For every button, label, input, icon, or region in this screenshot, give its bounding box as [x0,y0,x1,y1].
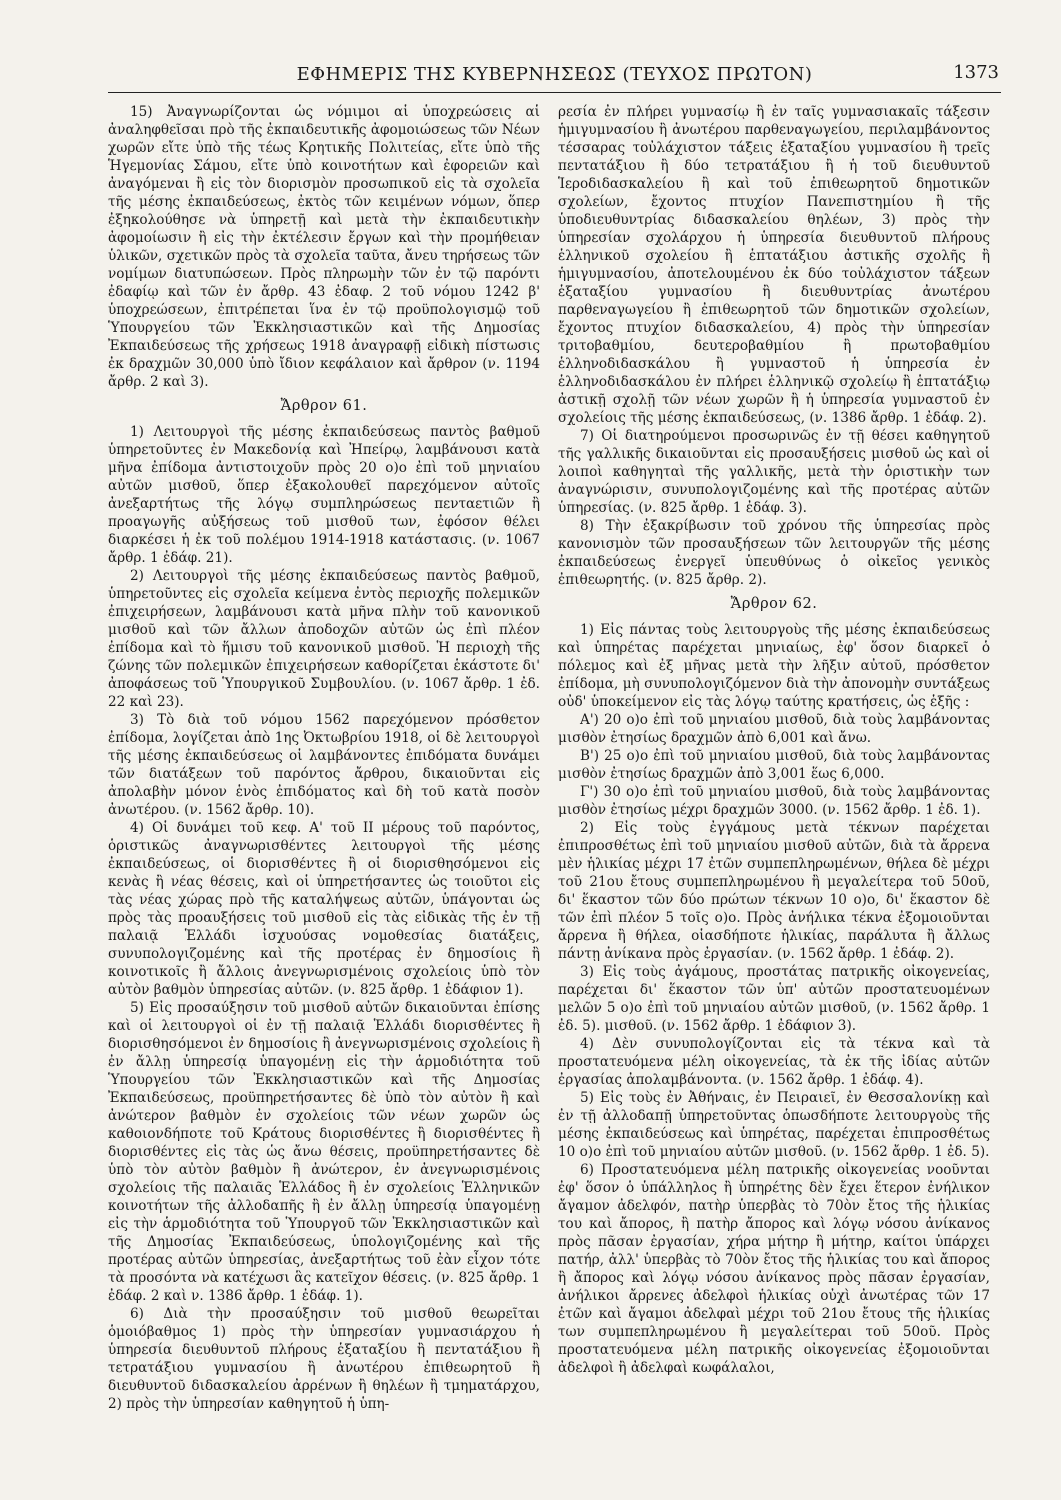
article-61-title: Ἄρθρον 61. [280,398,368,414]
paragraph-15: 15) Ἀναγνωρίζονται ὡς νόμιμοι αἱ ὑποχρεώσεις αἱ ἀναληφθεῖσαι πρὸ τῆς ἐκπαιδευτικῆς ἀφομοιώσεως τῶν Νέων χωρῶν εἴτε ὑπὸ τῆς τέως Κρητικῆς Πολιτείας, εἴτε ὑπὸ τῆς Ἡγεμονίας Σάμου, εἴτε ὑπὸ κοινοτήτων καὶ ἐφορειῶν καὶ ἀναγόμεναι ἢ εἰς τὸν διορισμὸν προσωπικοῦ εἰς τὰ σχολεῖα τῆς μέσης ἐκπαιδεύσεως, ἐκτὸς τῶν κειμένων νόμων, ὅπερ ἐξηκολούθησε νὰ ὑπηρετῇ καὶ μετὰ τὴν ἐκπαιδευτικὴν ἀφομοίωσιν ἢ εἰς τὴν ἐκτέλεσιν ἔργων καὶ τὴν προμήθειαν ὑλικῶν, σχετικῶν πρὸς τὰ σχολεῖα ταῦτα, ἄνευ τηρήσεως τῶν νομίμων διατυπώσεων. Πρὸς πληρωμὴν τῶν ἐν τῷ παρόντι ἐδαφίῳ καὶ τῶν ἐν ἄρθρ. 43 ἐδαφ. 2 τοῦ νόμου 1242 β' ὑποχρεώσεων, ἐπιτρέπεται ἵνα ἐν τῷ προϋπολογισμῷ τοῦ Ὑπουργείου τῶν Ἐκκλησιαστικῶν καὶ τῆς Δημοσίας Ἐκπαιδεύσεως τῆς χρήσεως 1918 ἀναγραφῇ εἰδικὴ πίστωσις ἐκ δραχμῶν 30,000 ὑπὸ ἴδιον κεφάλαιον καὶ ἄρθρον (ν. 1194 ἄρθρ. 2 καὶ 3). [108,104,540,390]
article-62-paragraph-2: 2) Εἰς τοὺς ἐγγάμους μετὰ τέκνων παρέχεται ἐπιπροσθέτως ἐπὶ τοῦ μηνιαίου μισθοῦ αὐτῶν, διὰ τὰ ἄρρενα μὲν ἡλικίας μέχρι 17 ἐτῶν συμπεπληρωμένων, θήλεα δὲ μέχρι τοῦ 21ου ἔτους συμπεπληρωμένου ἢ μεγαλείτερα τοῦ 50οῦ, δι' ἕκαστον τῶν δύο πρώτων τέκνων 10 ο)ο, δι' ἕκαστον δὲ τῶν ἐπὶ πλέον 5 τοῖς ο)ο. Πρὸς ἀνήλικα τέκνα ἐξομοιοῦνται ἄρρενα ἢ θήλεα, οἱασδήποτε ἡλικίας, παράλυτα ἢ ἄλλως πάντῃ ἀνίκανα πρὸς ἐργασίαν. (ν. 1562 ἄρθρ. 1 ἐδάφ. 2). [558,820,990,962]
article-61-paragraph-6: 6) Διὰ τὴν προσαύξησιν τοῦ μισθοῦ θεωρεῖται ὁμοιόβαθμος 1) πρὸς τὴν ὑπηρεσίαν γυμνασιάρχου ἡ ὑπηρεσία διευθυντοῦ πλήρους ἑξαταξίου ἢ πεντατάξιου ἢ τετρατάξιου γυμνασίου ἢ ἀνωτέρου ἐπιθεωρητοῦ ἢ διευθυντοῦ διδασκαλείου ἀρρένων ἢ θηλέων ἢ τμηματάρχου, 2) πρὸς τὴν ὑπηρεσίαν καθηγητοῦ ἡ ὑπη- [108,1306,540,1412]
article-61-paragraph-4: 4) Οἱ δυνάμει τοῦ κεφ. Α' τοῦ ΙΙ μέρους τοῦ παρόντος, ὁριστικῶς ἀναγνωρισθέντες λειτουργοὶ τῆς μέσης ἐκπαιδεύσεως, οἱ διορισθέντες ἢ οἱ διορισθησόμενοι εἰς κενὰς ἢ νέας θέσεις, καὶ οἱ ὑπηρετήσαντες ὡς τοιοῦτοι εἰς τὰς νέας χώρας πρὸ τῆς καταλήψεως αὐτῶν, ὑπάγονται ὡς πρὸς τὰς προαυξήσεις τοῦ μισθοῦ εἰς τὰς εἰδικὰς τῆς ἐν τῇ παλαιᾷ Ἑλλάδι ἰσχυούσας νομοθεσίας διατάξεις, συνυπολογιζομένης καὶ τῆς προτέρας ἐν δημοσίοις ἢ κοινοτικοῖς ἢ ἄλλοις ἀνεγνωρισμένοις σχολείοις ὑπὸ τὸν αὐτὸν βαθμὸν ὑπηρεσίας αὐτῶν. (ν. 825 ἄρθρ. 1 ἐδάφιον 1). [108,820,540,998]
article-62-title: Ἄρθρον 62. [730,596,818,612]
left-column [108,103,540,1413]
continued-paragraph: ρεσία ἐν πλήρει γυμνασίῳ ἢ ἐν ταῖς γυμνασιακαῖς τάξεσιν ἡμιγυμνασίου ἢ ἀνωτέρου παρθεναγωγείου, περιλαμβάνοντος τέσσαρας τοὐλάχιστον τάξεις ἑξαταξίου γυμνασίου ἢ τρεῖς πεντατάξιου ἢ δύο τετρατάξιου ἢ ἡ τοῦ διευθυντοῦ Ἱεροδιδασκαλείου ἢ καὶ τοῦ ἐπιθεωρητοῦ δημοτικῶν σχολείων, ἔχοντος πτυχίον Πανεπιστημίου ἢ τῆς ὑποδιευθυντρίας διδασκαλείου θηλέων, 3) πρὸς τὴν ὑπηρεσίαν σχολάρχου ἡ ὑπηρεσία διευθυντοῦ πλήρους ἑλληνικοῦ σχολείου ἢ ἑπτατάξιου ἀστικῆς σχολῆς ἢ ἡμιγυμνασίου, ἀποτελουμένου ἐκ δύο τοὐλάχιστον τάξεων ἑξαταξίου γυμνασίου ἢ διευθυντρίας ἀνωτέρου παρθεναγωγείου ἢ ἐπιθεωρητοῦ τῶν δημοτικῶν σχολείων, ἔχοντος πτυχίον διδασκαλείου, 4) πρὸς τὴν ὑπηρεσίαν τριτοβαθμίου, δευτεροβαθμίου ἢ πρωτοβαθμίου ἑλληνοδιδασκάλου ἢ γυμναστοῦ ἡ ὑπηρεσία ἐν ἑλληνοδιδασκάλου ἐν πλήρει ἑλληνικῷ σχολείῳ ἢ ἑπτατάξιῳ ἀστικῇ σχολῇ τῶν νέων χωρῶν ἢ ἡ ὑπηρεσία γυμναστοῦ ἐν σχολείοις τῆς μέσης ἐκπαιδεύσεως, (ν. 1386 ἄρθρ. 1 ἐδάφ. 2). [558,104,990,426]
article-62-paragraph-3: 3) Εἰς τοὺς ἀγάμους, προστάτας πατρικῆς οἰκογενείας, παρέχεται δι' ἕκαστον τῶν ὑπ' αὐτῶν προστατευομένων μελῶν 5 ο)ο ἐπὶ τοῦ μηνιαίου αὐτῶν μισθοῦ, (ν. 1562 ἄρθρ. 1 ἐδ. 5). μισθοῦ. (ν. 1562 ἄρθρ. 1 ἐδάφιον 3). [558,964,990,1034]
article-62-paragraph-1: 1) Εἰς πάντας τοὺς λειτουργοὺς τῆς μέσης ἐκπαιδεύσεως καὶ ὑπηρέτας παρέχεται μηνιαίως, ἐφ' ὅσον διαρκεῖ ὁ πόλεμος καὶ ἐξ μῆνας μετὰ τὴν λῆξιν αὐτοῦ, πρόσθετον ἐπίδομα, μὴ συνυπολογιζόμενον διὰ τὴν ἀπονομὴν συντάξεως οὐδ' ὑποκείμενον εἰς τὰς λόγῳ ταύτης κρατήσεις, ὡς ἑξῆς : [558,622,990,710]
article-61-paragraph-2: 2) Λειτουργοὶ τῆς μέσης ἐκπαιδεύσεως παντὸς βαθμοῦ, ὑπηρετοῦντες εἰς σχολεῖα κείμενα ἐντὸς περιοχῆς πολεμικῶν ἐπιχειρήσεων, λαμβάνουσι κατὰ μῆνα πλὴν τοῦ κανονικοῦ μισθοῦ καὶ τῶν ἄλλων ἀποδοχῶν αὐτῶν ὡς ἐπὶ πλέον ἐπίδομα καὶ τὸ ἥμισυ τοῦ κανονικοῦ μισθοῦ. Ἡ περιοχὴ τῆς ζώνης τῶν πολεμικῶν ἐπιχειρήσεων καθορίζεται ἑκάστοτε δι' ἀποφάσεως τοῦ Ὑπουργικοῦ Συμβουλίου. (ν. 1067 ἄρθρ. 1 ἐδ. 22 καὶ 23). [108,568,540,710]
article-61-paragraph-3: 3) Τὸ διὰ τοῦ νόμου 1562 παρεχόμενον πρόσθετον ἐπίδομα, λογίζεται ἀπὸ 1ης Ὀκτωβρίου 1918, οἱ δὲ λειτουργοὶ τῆς μέσης ἐκπαιδεύσεως οἱ λαμβάνοντες ἐπιδόματα δυνάμει τῶν διατάξεων τοῦ παρόντος ἄρθρου, δικαιοῦνται εἰς ἀπολαβὴν μόνον ἑνὸς ἐπιδόματος καὶ δὴ τοῦ κατὰ ποσὸν ἀνωτέρου. (ν. 1562 ἄρθρ. 10). [108,712,540,818]
text-columns [108,103,1001,1413]
article-62-item-b: Β') 25 ο)ο ἐπὶ τοῦ μηνιαίου μισθοῦ, διὰ τοὺς λαμβάνοντας μισθὸν ἐτησίως δραχμῶν ἀπὸ 3,001 ἕως 6,000. [558,748,990,782]
article-62-paragraph-6: 6) Προστατευόμενα μέλη πατρικῆς οἰκογενείας νοοῦνται ἐφ' ὅσον ὁ ὑπάλληλος ἢ ὑπηρέτης δὲν ἔχει ἕτερον ἐνήλικον ἄγαμον ἀδελφόν, πατὴρ ὑπερβὰς τὸ 70ὸν ἔτος τῆς ἡλικίας του καὶ ἄπορος, ἢ πατὴρ ἄπορος καὶ λόγῳ νόσου ἀνίκανος πρὸς πᾶσαν ἐργασίαν, χήρα μήτηρ ἢ μήτηρ, καίτοι ὑπάρχει πατήρ, ἀλλ' ὑπερβὰς τὸ 70ὸν ἔτος τῆς ἡλικίας του καὶ ἄπορος ἢ ἄπορος καὶ λόγῳ νόσου ἀνίκανος πρὸς πᾶσαν ἐργασίαν, ἀνήλικοι ἄρρενες ἀδελφοὶ ἡλικίας οὐχὶ ἀνωτέρας τῶν 17 ἐτῶν καὶ ἄγαμοι ἀδελφαὶ μέχρι τοῦ 21ου ἔτους τῆς ἡλικίας των συμπεπληρωμένου ἢ μεγαλείτεραι τοῦ 50οῦ. Πρὸς προστατευόμενα μέλη πατρικῆς οἰκογενείας ἐξομοιοῦνται ἀδελφοὶ ἢ ἀδελφαὶ κωφάλαλοι, [558,1162,990,1376]
article-62-item-g: Γ') 30 ο)ο ἐπὶ τοῦ μηνιαίου μισθοῦ, διὰ τοὺς λαμβάνοντας μισθὸν ἐτησίως μέχρι δραχμῶν 3000. (ν. 1562 ἄρθρ. 1 ἐδ. 1). [558,784,990,818]
article-61-paragraph-7: 7) Οἱ διατηρούμενοι προσωρινῶς ἐν τῇ θέσει καθηγητοῦ τῆς γαλλικῆς δικαιοῦνται εἰς προσαυξήσεις μισθοῦ ὡς καὶ οἱ λοιποὶ καθηγηταὶ τῆς γαλλικῆς, μετὰ τὴν ὁριστικὴν των ἀναγνώρισιν, συνυπολογιζομένης καὶ τῆς προτέρας αὐτῶν ὑπηρεσίας. (ν. 825 ἄρθρ. 1 ἐδάφ. 3). [558,428,990,516]
right-column [558,103,990,1413]
gazette-title: ΕΦΗΜΕΡΙΣ ΤΗΣ ΚΥΒΕΡΝΗΣΕΩΣ (ΤΕΥΧΟΣ ΠΡΩΤΟΝ) [296,64,813,85]
article-61-paragraph-1: 1) Λειτουργοὶ τῆς μέσης ἐκπαιδεύσεως παντὸς βαθμοῦ ὑπηρετοῦντες ἐν Μακεδονίᾳ καὶ Ἠπείρῳ, λαμβάνουσι κατὰ μῆνα ἐπίδομα ἀντιστοιχοῦν πρὸς 20 ο)ο ἐπὶ τοῦ μηνιαίου αὐτῶν μισθοῦ, ὅπερ ἐξακολουθεῖ παρεχόμενον αὐτοῖς ἀνεξαρτήτως τῆς λόγῳ συμπληρώσεως πενταετιῶν ἢ προαγωγῆς αὐξήσεως τοῦ μισθοῦ των, ἐφόσον θέλει διαρκέσει ἡ ἐκ τοῦ πολέμου 1914-1918 κατάστασις. (ν. 1067 ἄρθρ. 1 ἐδάφ. 21). [108,424,540,566]
page-header [108,58,1001,93]
article-62-paragraph-4: 4) Δὲν συνυπολογίζονται εἰς τὰ τέκνα καὶ τὰ προστατευόμενα μέλη οἰκογενείας, τὰ ἐκ τῆς ἰδίας αὐτῶν ἐργασίας ἀπολαμβάνοντα. (ν. 1562 ἄρθρ. 1 ἐδάφ. 4). [558,1036,990,1088]
article-62-paragraph-5: 5) Εἰς τοὺς ἐν Ἀθήναις, ἐν Πειραιεῖ, ἐν Θεσσαλονίκῃ καὶ ἐν τῇ ἀλλοδαπῇ ὑπηρετοῦντας ὁπωσδήποτε λειτουργοὺς τῆς μέσης ἐκπαιδεύσεως καὶ ὑπηρέτας, παρέχεται ἐπιπροσθέτως 10 ο)ο ἐπὶ τοῦ μηνιαίου αὐτῶν μισθοῦ. (ν. 1562 ἄρθρ. 1 ἐδ. 5). [558,1090,990,1160]
page-number: 1373 [953,62,999,83]
article-61-paragraph-5: 5) Εἰς προσαύξησιν τοῦ μισθοῦ αὐτῶν δικαιοῦνται ἐπίσης καὶ οἱ λειτουργοὶ οἱ ἐν τῇ παλαιᾷ Ἑλλάδι διορισθέντες ἢ διορισθησόμενοι ἐν δημοσίοις ἢ ἀνεγνωρισμένοις σχολείοις ἢ ἐν ἄλλῃ ὑπηρεσίᾳ ὑπαγομένῃ εἰς τὴν ἁρμοδιότητα τοῦ Ὑπουργείου τῶν Ἐκκλησιαστικῶν καὶ τῆς Δημοσίας Ἐκπαιδεύσεως, προϋπηρετήσαντες δὲ ὑπὸ τὸν αὐτὸν ἢ καὶ ἀνώτερον βαθμὸν ἐν σχολείοις τῶν νέων χωρῶν ὡς καθοιονδήποτε τοῦ Κράτους διορισθέντες ἢ διορισθέντες ἢ διορισθέντες εἰς τὰς ὡς ἄνω θέσεις, προϋπηρετήσαντες δὲ ὑπὸ τὸν αὐτὸν βαθμὸν ἢ ἀνώτερον, ἐν ἀνεγνωρισμένοις σχολείοις τῆς παλαιᾶς Ἑλλάδος ἢ ἐν σχολείοις Ἑλληνικῶν κοινοτήτων τῆς ἀλλοδαπῆς ἢ ἐν ἄλλῃ ὑπηρεσίᾳ ὑπαγομένῃ εἰς τὴν ἁρμοδιότητα τοῦ Ὑπουργοῦ τῶν Ἐκκλησιαστικῶν καὶ τῆς Δημοσίας Ἐκπαιδεύσεως, ὑπολογιζομένης καὶ τῆς προτέρας αὐτῶν ὑπηρεσίας, ἀνεξαρτήτως τοῦ ἐὰν εἶχον τότε τὰ προσόντα νὰ κατέχωσι ἃς κατεῖχον θέσεις. (ν. 825 ἄρθρ. 1 ἐδάφ. 2 καὶ ν. 1386 ἄρθρ. 1 ἐδάφ. 1). [108,1000,540,1304]
article-62-item-a: Α') 20 ο)ο ἐπὶ τοῦ μηνιαίου μισθοῦ, διὰ τοὺς λαμβάνοντας μισθὸν ἐτησίως δραχμῶν ἀπὸ 6,001 καὶ ἄνω. [558,712,990,746]
article-61-paragraph-8: 8) Τὴν ἐξακρίβωσιν τοῦ χρόνου τῆς ὑπηρεσίας πρὸς κανονισμὸν τῶν προσαυξήσεων τῶν λειτουργῶν τῆς μέσης ἐκπαιδεύσεως ἐνεργεῖ ὑπευθύνως ὁ οἰκεῖος γενικὸς ἐπιθεωρητής. (ν. 825 ἄρθρ. 2). [558,518,990,588]
